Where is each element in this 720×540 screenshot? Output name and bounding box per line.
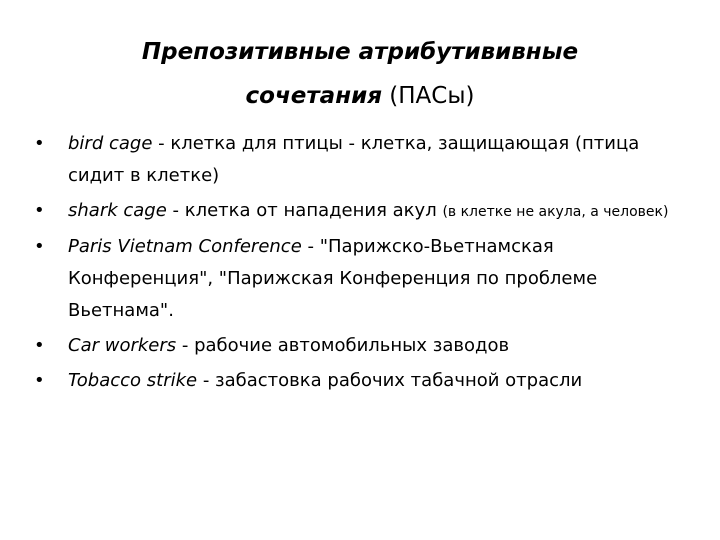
title-line-1-text: Препозитивные атрибутививные <box>141 39 579 65</box>
bullet-dot: • <box>34 370 45 391</box>
bullet-item-car-workers <box>34 330 684 362</box>
bullet-text: - рабочие автомобильных заводов <box>176 335 510 356</box>
title-line-2 <box>60 74 660 118</box>
bullet-note: (в клетке не акула, а человек) <box>442 204 669 220</box>
bullet-item-tobacco-strike <box>34 365 684 397</box>
title-line-1 <box>60 30 660 74</box>
bullet-text: - забастовка рабочих табачной отрасли <box>197 370 583 391</box>
slide-title <box>60 30 660 118</box>
bullet-dot: • <box>34 133 45 154</box>
bullet-dot: • <box>34 236 45 257</box>
bullet-text: - "Парижско-Вьетнамская Конференция", "Парижская Конференция по проблеме Вьетнама". <box>68 236 598 321</box>
bullet-term: shark cage <box>68 200 167 221</box>
bullet-item-paris-vietnam-conference <box>34 231 684 327</box>
bullet-item-bird-cage <box>34 128 684 192</box>
bullet-item-shark-cage <box>34 195 684 228</box>
title-line-2-tail: (ПАСы) <box>381 83 475 109</box>
bullet-term: bird cage <box>68 133 153 154</box>
bullet-dot: • <box>34 335 45 356</box>
bullet-term: Paris Vietnam Conference <box>68 236 302 257</box>
bullet-text: - клетка для птицы - клетка, защищающая (птица сидит в клетке) <box>68 133 640 186</box>
bullet-dot: • <box>34 200 45 221</box>
bullet-text: - клетка от нападения акул <box>166 200 443 221</box>
bullet-term: Car workers <box>68 335 177 356</box>
bullet-term: Tobacco strike <box>68 370 198 391</box>
title-line-2-main: сочетания <box>245 83 382 109</box>
bullet-list <box>34 128 684 400</box>
